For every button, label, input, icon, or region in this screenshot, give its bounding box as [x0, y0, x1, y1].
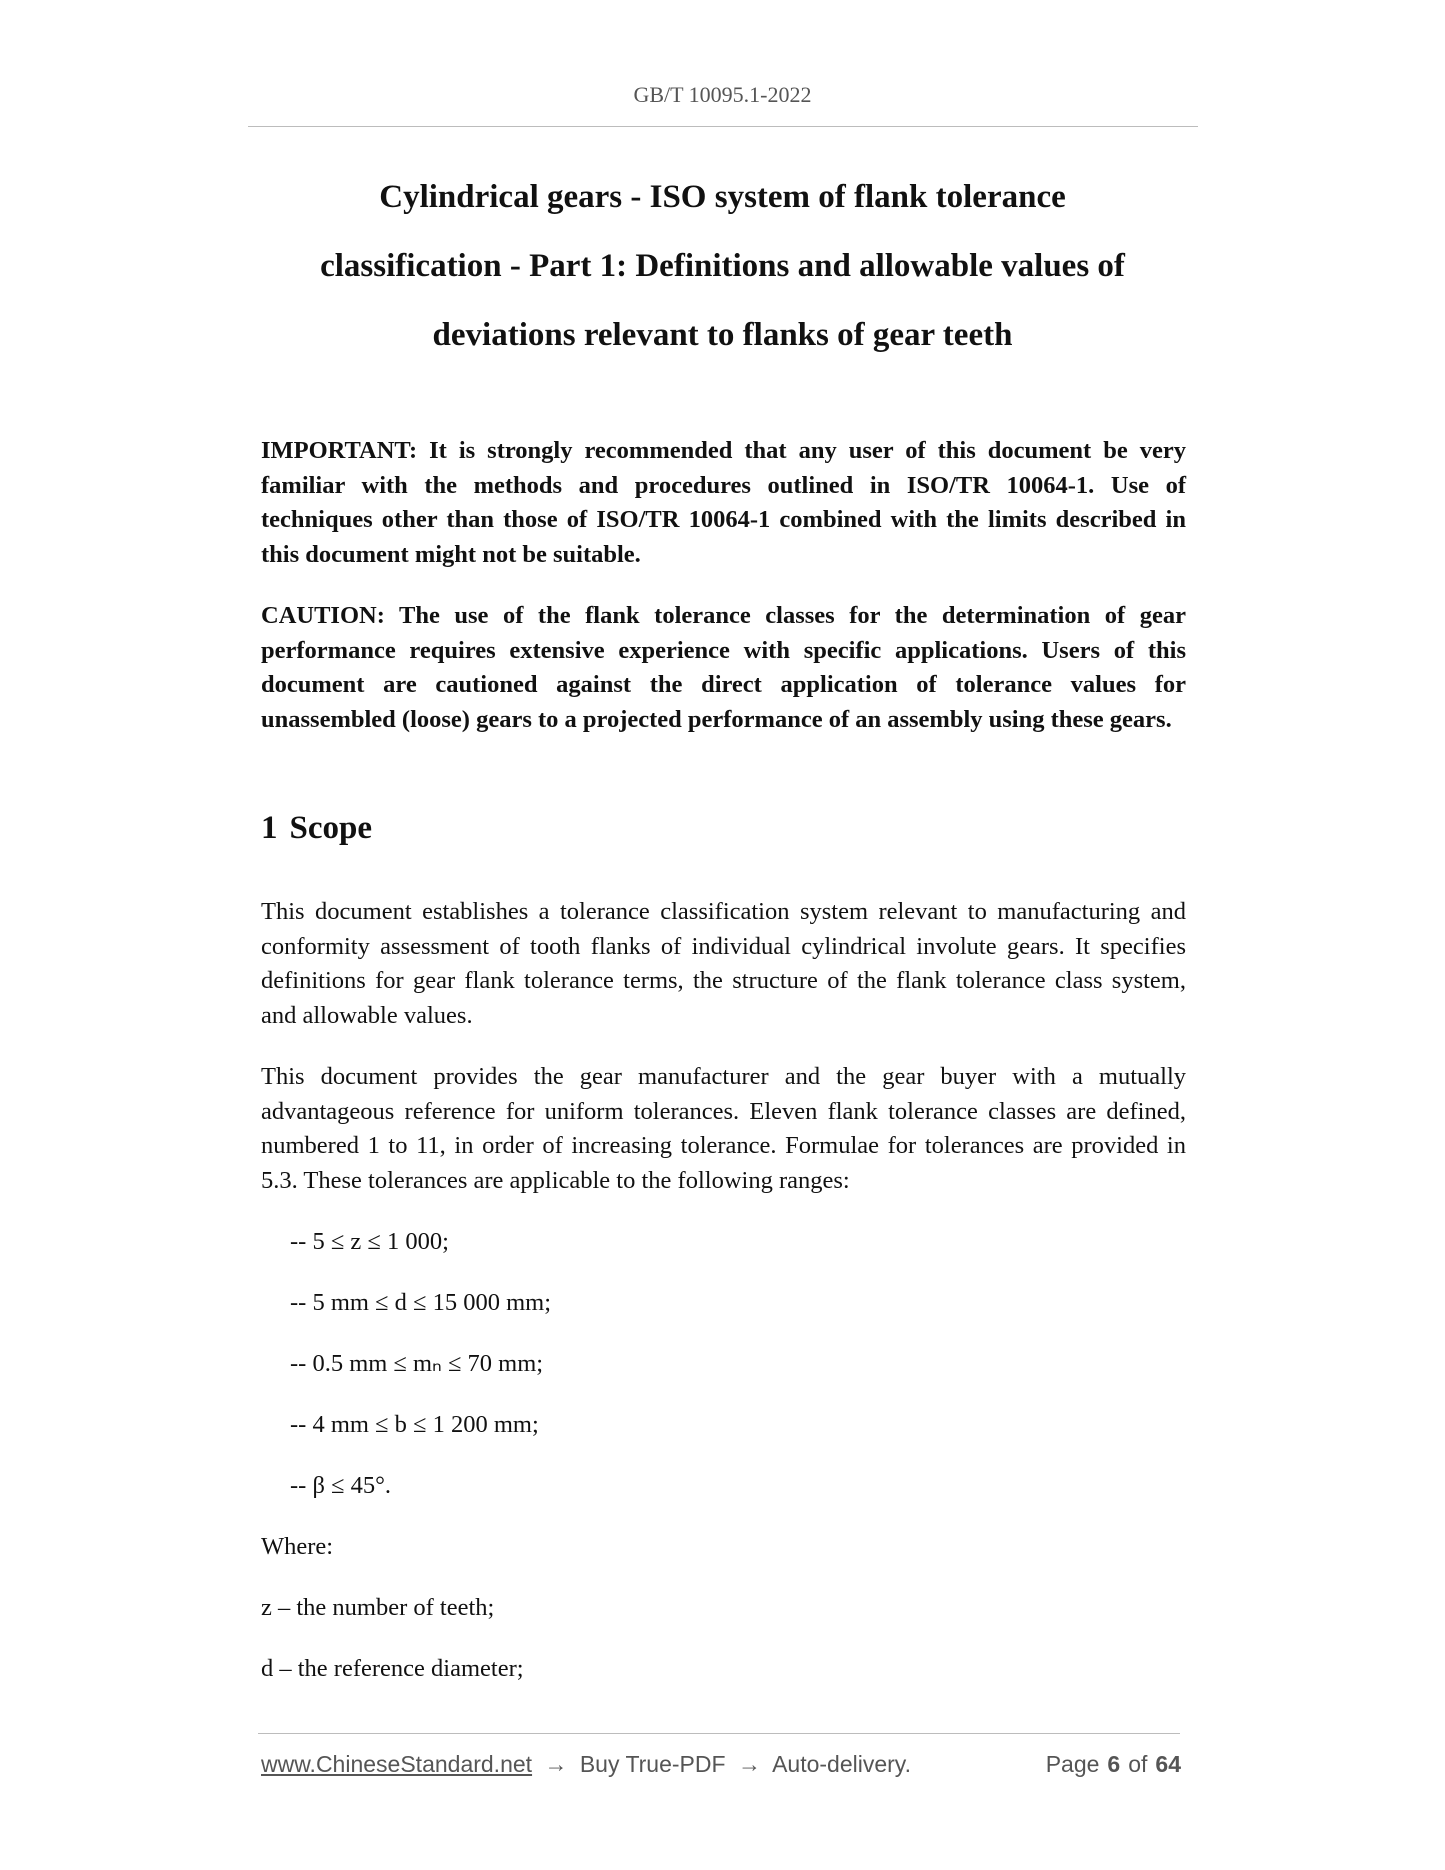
title-line-2: classification - Part 1: Definitions and allowable values of: [320, 248, 1125, 284]
definition-d: d – the reference diameter;: [261, 1655, 524, 1682]
arrow-right-icon: →: [737, 1751, 761, 1777]
section-title: Scope: [289, 810, 372, 846]
scope-paragraph-1: This document establishes a tolerance classification system relevant to manufacturing and conformity assessment of tooth flanks of individual cylindrical involute gears. It specifies definitions for gear flank tolerance terms, the structure of the flank tolerance class system, and allowable values.: [261, 898, 1186, 1029]
website-link[interactable]: www.ChineseStandard.net: [261, 1751, 533, 1777]
page-footer: [261, 1751, 1181, 1778]
section-heading-scope: [261, 810, 372, 847]
important-notice: IMPORTANT: It is strongly recommended that any user of this document be very familiar with the methods and procedures outlined in ISO/TR 10064-1. Use of techniques other than those of ISO/TR 10064-1 combined with the limits described in this document might not be suitable.: [261, 437, 1186, 568]
definition-z: z – the number of teeth;: [261, 1594, 495, 1621]
of-label: of: [1128, 1751, 1148, 1777]
range-item-module: -- 0.5 mm ≤ mₙ ≤ 70 mm;: [290, 1350, 544, 1377]
page-current: 6: [1107, 1751, 1121, 1777]
range-item-facewidth: -- 4 mm ≤ b ≤ 1 200 mm;: [290, 1411, 539, 1438]
scope-paragraph-2: This document provides the gear manufacturer and the gear buyer with a mutually advantageous reference for uniform tolerances. Eleven flank tolerance classes are defined, numbered 1 to 11, in order of increasing tolerance. Formulae for tolerances are provided in 5.3. These tolerances are applicable to the following ranges:: [261, 1063, 1186, 1194]
page-label: Page: [1045, 1751, 1100, 1777]
arrow-right-icon: →: [544, 1751, 568, 1777]
footer-divider: [258, 1733, 1180, 1734]
footer-promo: [261, 1751, 911, 1778]
page-total: 64: [1155, 1751, 1181, 1777]
where-label: Where:: [261, 1533, 334, 1560]
buy-pdf-text: Buy True-PDF: [579, 1751, 726, 1777]
title-line-3: deviations relevant to flanks of gear teeth: [432, 317, 1013, 353]
section-number: 1: [261, 810, 278, 846]
document-code-header: GB/T 10095.1-2022: [633, 82, 812, 107]
page-indicator: [1046, 1751, 1181, 1778]
document-title: [240, 163, 1205, 370]
auto-delivery-text: Auto-delivery.: [772, 1751, 911, 1777]
range-item-diameter: -- 5 mm ≤ d ≤ 15 000 mm;: [290, 1289, 551, 1316]
range-item-teeth: -- 5 ≤ z ≤ 1 000;: [290, 1228, 449, 1255]
caution-notice: CAUTION: The use of the flank tolerance classes for the determination of gear performance requires extensive experience with specific applications. Users of this document are cautioned against the direct application of tolerance values for unassembled (loose) gears to a projected performance of an assembly using these gears.: [261, 602, 1186, 733]
title-line-1: Cylindrical gears - ISO system of flank tolerance: [379, 179, 1066, 215]
range-item-helix-angle: -- β ≤ 45°.: [290, 1472, 392, 1499]
header-divider: [248, 126, 1198, 127]
